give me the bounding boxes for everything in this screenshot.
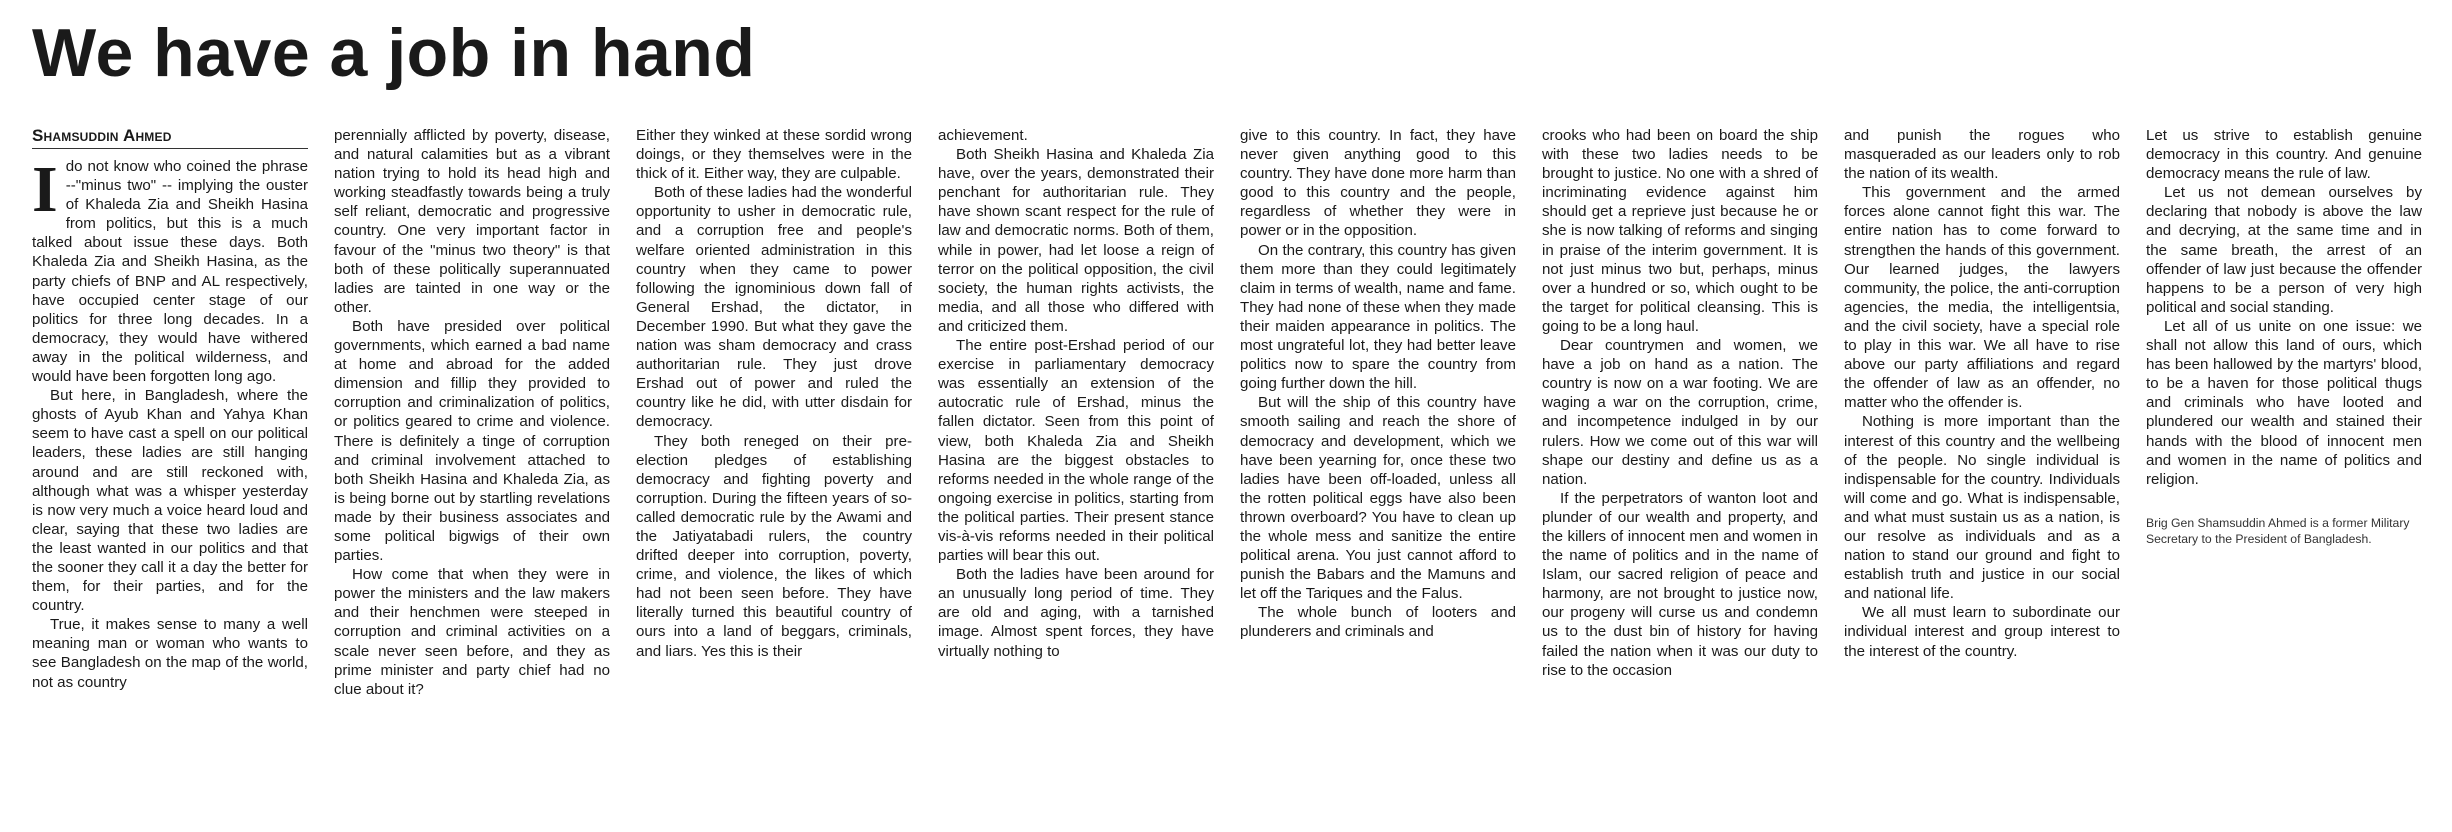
paragraph: give to this country. In fact, they have never given anything good to this country. They have done more harm than good to this country and the people, regardless of whether they were in power or in the opposition. (1240, 127, 1516, 240)
paragraph: Both the ladies have been around for an unusually long period of time. They are old and aging, with a tarnished image. Almost spent forces, they have virtually nothing to (938, 566, 1214, 660)
paragraph: Nothing is more important than the interest of this country and the wellbeing of the people. No single individual is indispensable for the country. Individuals will come and go. What is indispensable, and what must sustain us as a nation, is our resolve as individuals and as a nation to stand our ground and fight to establish truth and justice in our social and national life. (1844, 413, 2120, 603)
paragraph: Let all of us unite on one issue: we shall not allow this land of ours, which has been hallowed by the martyrs' blood, to be a haven for those political thugs and criminals who have looted and plundered our wealth and stained their hands with the blood of innocent men and women in the name of politics and religion. (2146, 317, 2422, 488)
paragraph: Both Sheikh Hasina and Khaleda Zia have, over the years, demonstrated their penchant for authoritarian rule. They have shown scant respect for the rule of law and democratic norms. Both of them, while in power, had let loose a reign of terror on the political opposition, the civil society, the human rights activists, the media, and all those who differed with and criticized them. (938, 146, 1214, 335)
paragraph: How come that when they were in power the ministers and the law makers and their henchmen were steeped in corruption and criminal activities on a scale never seen before, and they as prime minister and party chief had no clue about it? (334, 566, 610, 698)
paragraph: crooks who had been on board the ship with these two ladies needs to be brought to justice. No one with a shred of incriminating evidence against him should get a reprieve just because he or she is now talking of reforms and singing in praise of the interim government. It is not just minus two but, perhaps, minus over a hundred or so, which ought to be the target for political cleansing. This is going to be a long haul. (1542, 127, 1818, 335)
article-column-6 (1542, 126, 1818, 826)
paragraph: and punish the rogues who masqueraded as our leaders only to rob the nation of its wealth. (1844, 127, 2120, 183)
drop-cap: I (32, 153, 58, 226)
paragraph: perennially afflicted by poverty, disease, and natural calamities but as a vibrant nation trying to hold its head high and working steadfastly towards being a truly self reliant, democratic and progressive country. One very important factor in favour of the "minus two theory" is that both of these politically superannuated ladies are tainted in one way or the other. (334, 127, 610, 316)
paragraph: The whole bunch of looters and plunderers and criminals and (1240, 604, 1516, 641)
article-column-2 (334, 126, 610, 826)
headline: We have a job in hand (32, 15, 756, 91)
paragraph: Either they winked at these sordid wrong doings, or they themselves were in the thick of it. Either way, they are culpable. (636, 127, 912, 183)
paragraph: They both reneged on their pre-election pledges of establishing democracy and fighting poverty and corruption. During the fifteen years of so-called democratic rule by the Awami and the Jatiyatabadi rulers, the country drifted deeper into corruption, poverty, crime, and violence, the likes of which had not been seen before. They have literally turned this beautiful country of ours into a land of beggars, criminals, and liars. Yes this is their (636, 432, 912, 660)
paragraph: Let us not demean ourselves by declaring that nobody is above the law and decrying, at the same time and in the same breath, the arrest of an offender of law just because the offender happens to be a person of very high political and social standing. (2146, 184, 2422, 316)
paragraph: achievement. (938, 127, 1028, 144)
paragraph: On the contrary, this country has given them more than they could legitimately claim in terms of wealth, name and fame. They had none of these when they made their maiden appearance in politics. The most ungrateful lot, they had better leave politics now to spare the country from going further down the hill. (1240, 241, 1516, 393)
article-column-3 (636, 126, 912, 826)
article-column-1 (32, 126, 308, 826)
paragraph: Both of these ladies had the wonderful opportunity to usher in democratic rule, and a corruption free and people's welfare oriented administration in this country when they came to power following the ignominious down fall of General Ershad, the dictator, in December 1990. But what they gave the nation was sham democracy and crass authoritarian rule. They just drove Ershad out of power and ruled the country like he did, with utter disdain for democracy. (636, 184, 912, 431)
article-column-8 (2146, 126, 2422, 826)
paragraph: Both have presided over political governments, which earned a bad name at home and abroad for the added dimension and fillip they provided to corruption and criminalization of politics, or politics geared to crime and violence. There is definitely a tinge of corruption and criminal involvement attached to both Sheikh Hasina and Khaleda Zia, as is being borne out by startling revelations made by their business associates and some political bigwigs of their own parties. (334, 317, 610, 565)
article-column-7 (1844, 126, 2120, 826)
paragraph: But will the ship of this country have smooth sailing and reach the shore of democracy and development, which we have been yearning for, once these two ladies have been off-loaded, unless all the rotten political eggs have also been thrown overboard? You have to clean up the whole mess and sanitize the entire political arena. You just cannot afford to punish the Babars and the Mamuns and let off the Tariques and the Falus. (1240, 394, 1516, 603)
paragraph: Let us strive to establish genuine democracy in this country. And genuine democracy means the rule of law. (2146, 127, 2422, 183)
byline: Shamsuddin Ahmed (32, 126, 308, 149)
article-column-5 (1240, 126, 1516, 826)
paragraph: We all must learn to subordinate our individual interest and group interest to the interest of the country. (1844, 604, 2120, 660)
article-column-4 (938, 126, 1214, 826)
paragraph: True, it makes sense to many a well meaning man or woman who wants to see Bangladesh on the map of the world, not as country (32, 616, 308, 691)
paragraph: But here, in Bangladesh, where the ghosts of Ayub Khan and Yahya Khan seem to have cast a spell on our political leaders, these ladies are still hanging around and are still reckoned with, although what was a whisper yesterday is now very much a voice heard loud and clear, saying that these two ladies are the least wanted in our politics and that the sooner they call it a day the better for them, for their parties, and for the country. (32, 387, 308, 615)
article-body (32, 126, 2422, 826)
paragraph: Dear countrymen and women, we have a job on hand as a nation. The country is now on a war footing. We are waging a war on the corruption, crime, and incompetence indulged in by our rulers. How we come out of this war will shape our destiny and define us as a nation. (1542, 337, 1818, 488)
author-bio: Brig Gen Shamsuddin Ahmed is a former Military Secretary to the President of Bangladesh. (2146, 515, 2410, 546)
paragraph: do not know who coined the phrase --"minus two" -- implying the ouster of Khaleda Zia and Sheikh Hasina from politics, but this is a much talked about issue these days. Both Khaleda Zia and Sheikh Hasina, as the party chiefs of BNP and AL respectively, have occupied center stage of our politics for three long decades. In a democracy, they would have withered away in the political wilderness, and would have been forgotten long ago. (32, 158, 308, 386)
paragraph: This government and the armed forces alone cannot fight this war. The entire nation has to come forward to strengthen the hands of this government. Our learned judges, the lawyers community, the police, the anti-corruption agencies, the media, the intelligentsia, and the civil society, have a special role to play in this war. We all have to rise above our party affiliations and regard the offender of law as an offender, no matter who the offender is. (1844, 184, 2120, 412)
paragraph: The entire post-Ershad period of our exercise in parliamentary democracy was essentially an extension of the autocratic rule of Ershad, minus the fallen dictator. Seen from this point of view, both Khaleda Zia and Sheikh Hasina are the biggest obstacles to reforms needed in the whole range of the ongoing exercise in politics, starting from the political parties. Their present stance vis-à-vis reforms needed in their political parties will bear this out. (938, 337, 1214, 565)
paragraph: If the perpetrators of wanton loot and plunder of our wealth and property, and the killers of innocent men and women in the name of politics and in the name of Islam, our sacred religion of peace and harmony, are not brought to justice now, our progeny will curse us and condemn us to the dust bin of history for having failed the nation when it was our duty to rise to the occasion (1542, 489, 1818, 679)
